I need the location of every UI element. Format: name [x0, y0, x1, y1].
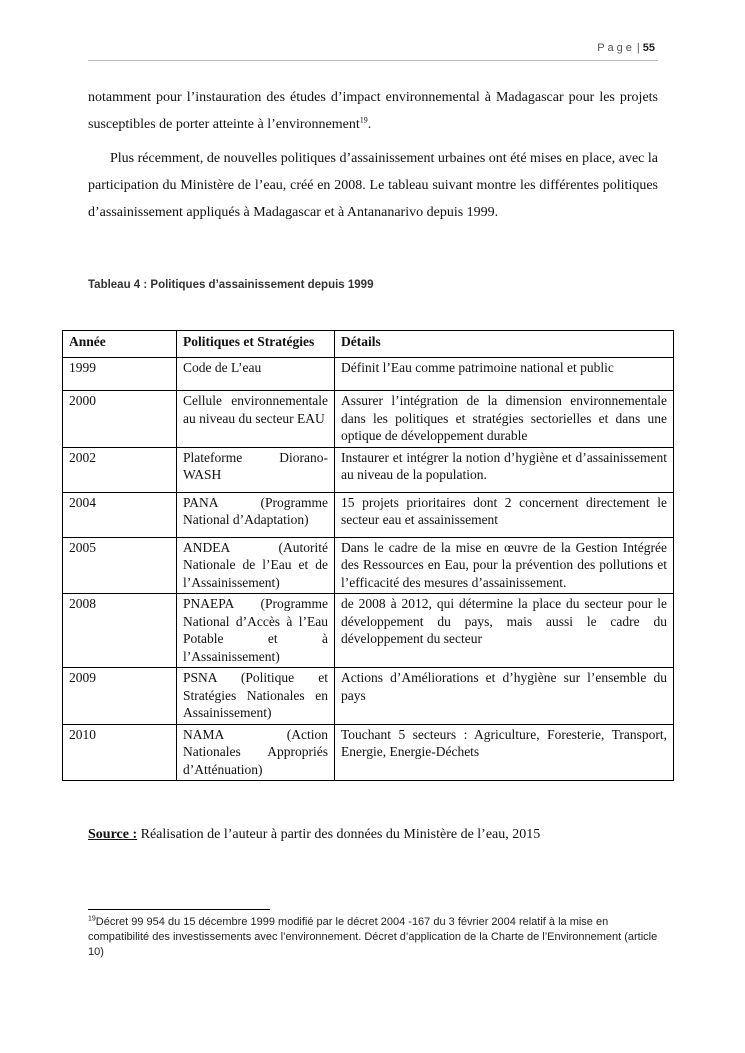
cell-year: 2000	[63, 391, 177, 448]
cell-details: Définit l’Eau comme patrimoine national et public	[335, 358, 674, 391]
table-source	[88, 827, 540, 843]
cell-policy: Plateforme Diorano-WASH	[177, 447, 335, 492]
table-row	[63, 358, 674, 391]
cell-policy: PSNA (Politique et Stratégies Nationales en Assainissement)	[177, 668, 335, 725]
page-header	[597, 42, 655, 54]
cell-details: Instaurer et intégrer la notion d’hygiène et d’assainissement au niveau de la population.	[335, 447, 674, 492]
cell-details: Actions d’Améliorations et d’hygiène sur l’ensemble du pays	[335, 668, 674, 725]
cell-policy: Code de L’eau	[177, 358, 335, 391]
table-row	[63, 537, 674, 594]
cell-details: Assurer l’intégration de la dimension environnementale dans les politiques et stratégies sectorielles et dans une optique de développement durable	[335, 391, 674, 448]
header-details: Détails	[335, 331, 674, 358]
cell-policy: ANDEA (Autorité Nationale de l’Eau et de l’Assainissement)	[177, 537, 335, 594]
cell-details: Dans le cadre de la mise en œuvre de la Gestion Intégrée des Ressources en Eau, pour la prévention des pollutions et l’efficacité des mesures d’assainissement.	[335, 537, 674, 594]
table-header-row	[63, 331, 674, 358]
cell-year: 2010	[63, 724, 177, 781]
cell-details: 15 projets prioritaires dont 2 concernent directement le secteur eau et assainissement	[335, 492, 674, 537]
table-row	[63, 391, 674, 448]
table-row	[63, 492, 674, 537]
footnote	[88, 915, 658, 960]
table-row	[63, 447, 674, 492]
policies-table	[62, 330, 674, 781]
cell-year: 2009	[63, 668, 177, 725]
table-row	[63, 724, 674, 781]
cell-year: 2002	[63, 447, 177, 492]
paragraph-1-text: notamment pour l’instauration des études d’impact environnemental à Madagascar pour les projets susceptibles de porter atteinte à l’environnement	[88, 90, 658, 132]
footnote-ref[interactable]: 19	[359, 115, 368, 125]
footnote-number: 19	[88, 915, 96, 923]
paragraph-2: Plus récemment, de nouvelles politiques d’assainissement urbaines ont été mises en place, avec la participation du Ministère de l’eau, créé en 2008. Le tableau suivant montre les différentes politiques d’assainissement appliqués à Madagascar et à Antananarivo depuis 1999.	[88, 151, 658, 220]
cell-policy: NAMA (Action Nationales Appropriés d’Atténuation)	[177, 724, 335, 781]
page-number: 55	[642, 42, 655, 54]
table-row	[63, 668, 674, 725]
cell-year: 2005	[63, 537, 177, 594]
cell-policy: PANA (Programme National d’Adaptation)	[177, 492, 335, 537]
cell-year: 2008	[63, 594, 177, 668]
footnote-rule	[88, 909, 270, 910]
cell-policy: PNAEPA (Programme National d’Accès à l’Eau Potable et à l’Assainissement)	[177, 594, 335, 668]
table-caption: Tableau 4 : Politiques d’assainissement depuis 1999	[88, 279, 374, 291]
source-text: Réalisation de l’auteur à partir des données du Ministère de l’eau, 2015	[137, 827, 541, 842]
table-row	[63, 594, 674, 668]
footnote-text: Décret 99 954 du 15 décembre 1999 modifié par le décret 2004 -167 du 3 février 2004 relatif à la mise en compatibilité des investissements avec l’environnement. Décret d’application de la Charte de l’Environnement (article 10)	[88, 916, 658, 958]
cell-policy: Cellule environnementale au niveau du secteur EAU	[177, 391, 335, 448]
cell-details: de 2008 à 2012, qui détermine la place du secteur pour le développement du pays, mais aussi le cadre du développement du secteur	[335, 594, 674, 668]
source-label: Source :	[88, 827, 138, 842]
paragraph-1-end: .	[367, 117, 372, 132]
cell-year: 1999	[63, 358, 177, 391]
header-politiques: Politiques et Stratégies	[177, 331, 335, 358]
header-annee: Année	[63, 331, 177, 358]
header-rule	[88, 60, 658, 61]
page-separator: |	[636, 42, 640, 54]
page-label: Page	[597, 42, 635, 54]
cell-year: 2004	[63, 492, 177, 537]
cell-details: Touchant 5 secteurs : Agriculture, Foresterie, Transport, Energie, Energie-Déchets	[335, 724, 674, 781]
paragraph-1	[88, 84, 658, 138]
